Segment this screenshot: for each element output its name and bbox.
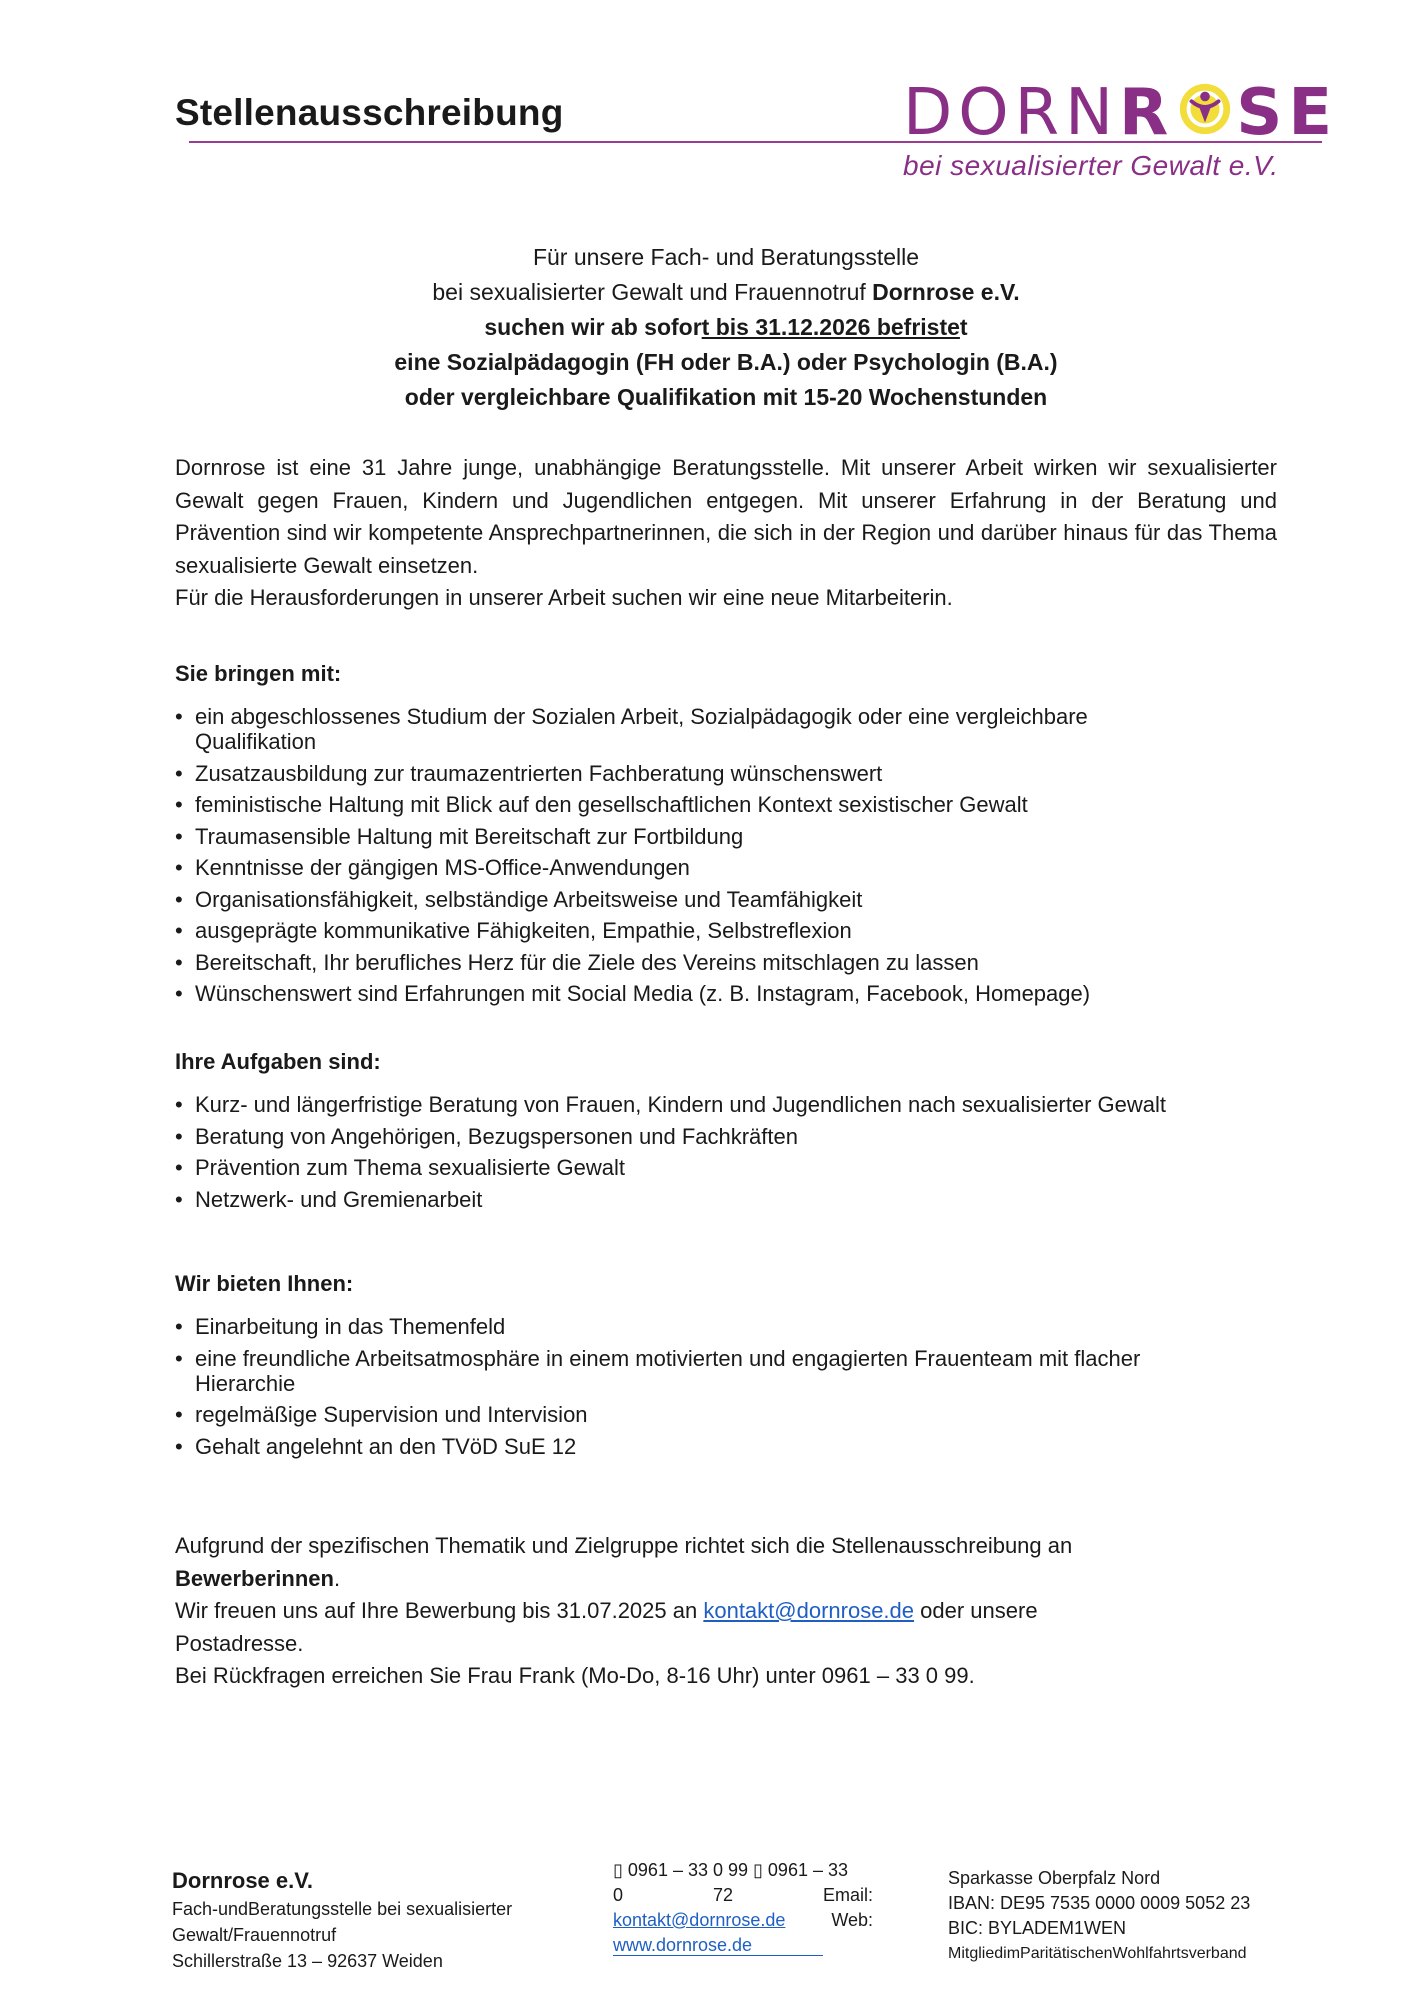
closing-period: . xyxy=(333,1565,341,1591)
footer-web-link[interactable]: www.dornrose.de xyxy=(613,1935,753,1955)
requirements-list xyxy=(175,704,1277,1006)
footer-bank-name: Sparkasse Oberpfalz Nord xyxy=(948,1868,1161,1888)
list-item: • eine freundliche Arbeitsatmosphäre in einem motivierten und engagierten Frauenteam mit flacher Hierarchie xyxy=(175,1346,1205,1396)
logo-word-dorn: DORN xyxy=(903,76,1119,150)
list-item: • Kurz- und längerfristige Beratung von Frauen, Kindern und Jugendlichen nach sexualisierter Gewalt xyxy=(175,1092,1205,1117)
logo-letter-r: R xyxy=(1119,76,1175,150)
dornrose-logo xyxy=(903,76,1339,188)
intro-org-name: Dornrose e.V. xyxy=(872,279,1020,305)
logo-tagline: bei sexualisierter Gewalt e.V. xyxy=(903,150,1279,181)
offer-heading: Wir bieten Ihnen: xyxy=(175,1271,354,1296)
list-item: • regelmäßige Supervision und Intervision xyxy=(175,1402,1205,1427)
intro-line-1: Für unsere Fach- und Beratungsstelle xyxy=(532,244,920,270)
list-item: • ein abgeschlossenes Studium der Sozialen Arbeit, Sozialpädagogik oder eine vergleichbare Qualifikation xyxy=(175,704,1205,754)
list-item: • ausgeprägte kommunikative Fähigkeiten, Empathie, Selbstreflexion xyxy=(175,918,1205,943)
footer-fax-part-1: 0 xyxy=(613,1885,624,1905)
closing-line-4: Bei Rückfragen erreichen Sie Frau Frank (Mo-Do, 8-16 Uhr) unter 0961 – 33 0 99. xyxy=(175,1663,975,1688)
intro-line-3-end: t xyxy=(959,314,968,340)
requirements-section xyxy=(175,660,1277,1013)
intro-line-2 xyxy=(175,275,1277,310)
closing-audience: Bewerberinnen xyxy=(175,1565,334,1591)
list-item: • Kenntnisse der gängigen MS-Office-Anwendungen xyxy=(175,855,1205,880)
closing-line-2 xyxy=(175,1595,1277,1628)
footer-iban: IBAN: DE95 7535 0000 0009 5052 23 xyxy=(948,1893,1251,1913)
page-footer xyxy=(0,1858,1414,1978)
footer-org-name: Dornrose e.V. xyxy=(172,1868,314,1893)
tasks-section xyxy=(175,1048,1277,1218)
footer-phone-line: ▯ 0961 – 33 0 99 ▯ 0961 – 33 xyxy=(613,1860,849,1880)
footer-bic: BIC: BYLADEM1WEN xyxy=(948,1918,1127,1938)
intro-line-3-text: suchen wir ab sofor xyxy=(484,314,702,340)
requirements-heading: Sie bringen mit: xyxy=(175,661,342,686)
footer-phone-line-2 xyxy=(613,1883,873,1908)
footer-email-link[interactable]: kontakt@dornrose.de xyxy=(613,1910,786,1930)
closing-line-1: Aufgrund der spezifischen Thematik und Zielgruppe richtet sich die Stellenausschreibung an xyxy=(175,1533,1073,1558)
tasks-list xyxy=(175,1092,1277,1212)
page-title: Stellenausschreibung xyxy=(175,92,564,133)
list-item: • Netzwerk- und Gremienarbeit xyxy=(175,1187,1205,1212)
footer-membership: MitgliedimParitätischenWohlfahrtsverband xyxy=(948,1945,1247,1962)
list-item: • Organisationsfähigkeit, selbständige Arbeitsweise und Teamfähigkeit xyxy=(175,887,1205,912)
email-link[interactable]: kontakt@dornrose.de xyxy=(703,1598,915,1623)
closing-line-1b xyxy=(175,1563,1277,1596)
footer-bank xyxy=(948,1866,1298,1966)
list-item: • Gehalt angelehnt an den TVöD SuE 12 xyxy=(175,1434,1205,1459)
page-header xyxy=(175,76,1339,188)
offer-section xyxy=(175,1270,1277,1465)
intro-block xyxy=(175,240,1277,415)
list-item: • Einarbeitung in das Themenfeld xyxy=(175,1314,1205,1339)
rose-figure-icon xyxy=(1176,80,1234,138)
list-item: • feministische Haltung mit Blick auf den gesellschaftlichen Kontext sexistischer Gewalt xyxy=(175,792,1205,817)
closing-line-2-end: oder unsere xyxy=(914,1598,1038,1623)
list-item: • Bereitschaft, Ihr berufliches Herz für die Ziele des Vereins mitschlagen zu lassen xyxy=(175,950,1205,975)
footer-web-label: Web: xyxy=(831,1910,873,1930)
intro-line-3 xyxy=(175,310,1277,345)
intro-line-4: eine Sozialpädagogin (FH oder B.A.) oder Psychologin (B.A.) xyxy=(394,349,1058,375)
logo-wordmark xyxy=(903,78,1338,148)
offer-list xyxy=(175,1314,1277,1459)
logo-word-se: SE xyxy=(1236,76,1339,150)
closing-line-3: Postadresse. xyxy=(175,1630,304,1656)
list-item: • Traumasensible Haltung mit Bereitschaft zur Fortbildung xyxy=(175,824,1205,849)
intro-line-5: oder vergleichbare Qualifikation mit 15-20 Wochenstunden xyxy=(404,384,1048,410)
tasks-heading: Ihre Aufgaben sind: xyxy=(175,1049,381,1074)
list-item: • Prävention zum Thema sexualisierte Gewalt xyxy=(175,1155,1205,1180)
about-paragraph: Dornrose ist eine 31 Jahre junge, unabhängige Beratungsstelle. Mit unserer Arbeit wirken wir sexualisierter Gewalt gegen Frauen, Kindern und Jugendlichen entgegen. Mit unserer Erfahrung in der Beratung und Prävention sind wir kompetente Ansprechpartnerinnen, die sich in der Region und darüber hinaus für das Thema sexualisierte Gewalt einsetzen. xyxy=(175,455,1277,578)
footer-street: Schillerstraße 13 – 92637 Weiden xyxy=(172,1951,443,1971)
footer-email-row xyxy=(613,1908,873,1933)
list-item: • Wünschenswert sind Erfahrungen mit Social Media (z. B. Instagram, Facebook, Homepage) xyxy=(175,981,1205,1006)
list-item: • Zusatzausbildung zur traumazentrierten Fachberatung wünschenswert xyxy=(175,761,1205,786)
list-item: • Beratung von Angehörigen, Bezugspersonen und Fachkräften xyxy=(175,1124,1205,1149)
intro-line-2-text: bei sexualisierter Gewalt und Frauennotruf xyxy=(432,279,873,305)
footer-contact xyxy=(613,1858,873,1958)
intro-deadline: t bis 31.12.2026 befriste xyxy=(701,314,960,340)
closing-line-2-text: Wir freuen uns auf Ihre Bewerbung bis 31.07.2025 an xyxy=(175,1598,704,1623)
footer-desc-1: Fach-undBeratungsstelle bei sexualisierter xyxy=(172,1899,513,1919)
about-section xyxy=(175,452,1277,615)
footer-desc-2: Gewalt/Frauennotruf xyxy=(172,1925,337,1945)
footer-web-underline xyxy=(613,1955,823,1956)
footer-address xyxy=(172,1866,572,1974)
footer-fax-part-2: 72 xyxy=(712,1885,734,1905)
footer-email-label: Email: xyxy=(822,1885,873,1905)
closing-section xyxy=(175,1530,1277,1693)
about-paragraph-2: Für die Herausforderungen in unserer Arbeit suchen wir eine neue Mitarbeiterin. xyxy=(175,585,953,610)
